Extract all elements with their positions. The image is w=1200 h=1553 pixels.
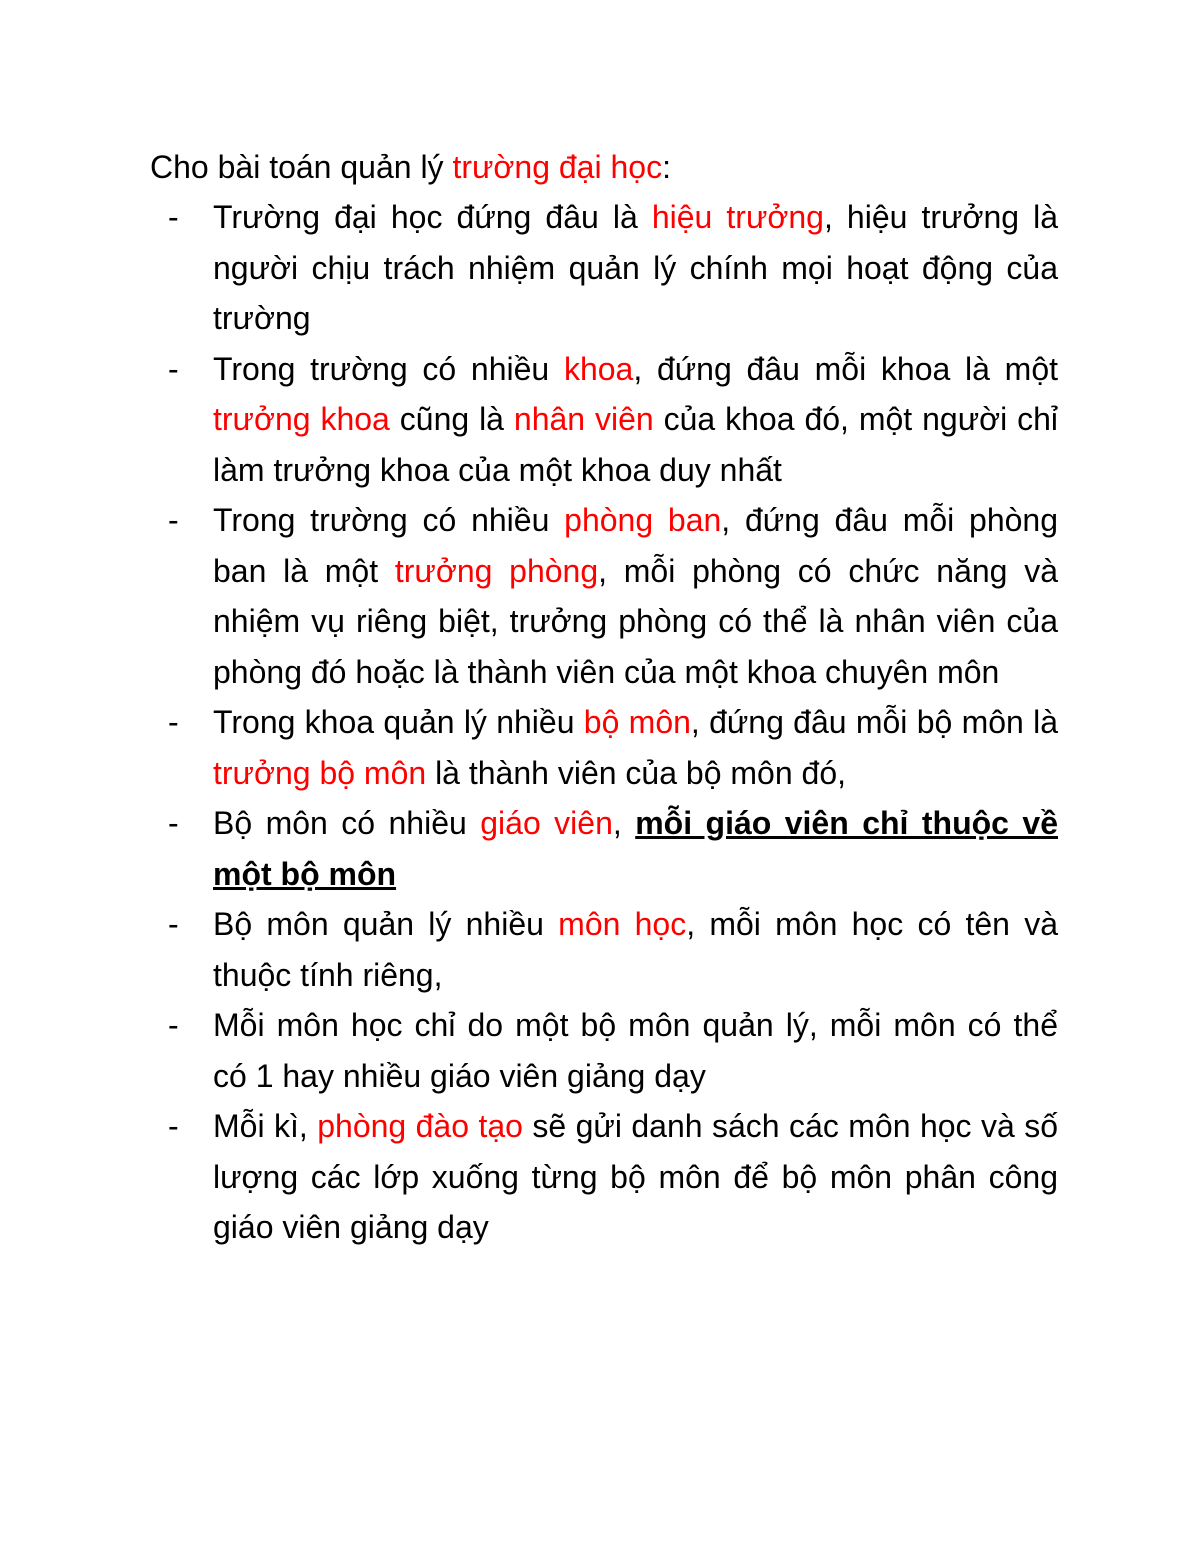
- item-text: Mỗi môn học chỉ do một bộ môn quản lý, mỗi môn có thể có 1 hay nhiều giáo viên giảng dạy: [213, 1007, 1058, 1094]
- list-item: [168, 192, 1058, 344]
- list-item: [168, 1101, 1058, 1253]
- highlighted-term: bộ môn: [583, 704, 691, 740]
- highlighted-term: trưởng khoa: [213, 401, 390, 437]
- item-text: , đứng đâu mỗi khoa là một: [633, 350, 1058, 387]
- bullet-dash: -: [168, 502, 179, 538]
- item-text: , đứng đâu mỗi bộ môn là: [690, 704, 1059, 740]
- list-item: [168, 697, 1058, 798]
- highlighted-term: phòng ban: [564, 502, 722, 538]
- highlighted-term: giáo viên: [480, 805, 613, 841]
- intro-suffix: :: [662, 149, 671, 185]
- item-text: , mỗi phòng có chức năng và nhiệm vụ riêng biệt, trưởng phòng có thể là nhân viên của phòng đó hoặc là thành viên của một khoa chuyên môn: [213, 552, 1059, 690]
- bullet-dash: -: [168, 906, 179, 942]
- emphasized-text: mỗi giáo viên chỉ thuộc về một bộ môn: [213, 805, 1059, 892]
- item-text: cũng là: [389, 401, 514, 437]
- bullet-dash: -: [168, 350, 179, 387]
- highlighted-term: trưởng bộ môn: [213, 754, 427, 791]
- list-item: [168, 344, 1058, 496]
- highlighted-term: hiệu trưởng: [651, 199, 824, 235]
- item-text: Mỗi kì,: [213, 1108, 318, 1144]
- item-text: , đứng đâu mỗi phòng ban là một: [213, 502, 1059, 589]
- item-text: Bộ môn quản lý nhiều: [213, 906, 559, 942]
- list-item: [168, 1000, 1058, 1101]
- item-text: Trường đại học đứng đâu là: [213, 199, 652, 235]
- highlighted-term: phòng đào tạo: [317, 1108, 523, 1144]
- item-text: là thành viên của bộ môn đó,: [426, 754, 847, 791]
- requirements-list: [168, 192, 1058, 1253]
- highlighted-term: môn học: [558, 906, 687, 942]
- item-text: của khoa đó, một người chỉ làm trưởng khoa của một khoa duy nhất: [213, 401, 1059, 488]
- bullet-dash: -: [168, 704, 179, 740]
- highlighted-term: khoa: [563, 350, 634, 387]
- intro-prefix: Cho bài toán quản lý: [150, 149, 453, 185]
- list-item: [168, 899, 1058, 1000]
- highlighted-term: trưởng phòng: [394, 552, 599, 589]
- item-text: ,: [612, 805, 636, 841]
- bullet-dash: -: [168, 1007, 179, 1043]
- list-item: [168, 798, 1058, 899]
- highlighted-term: nhân viên: [513, 401, 654, 437]
- item-text: Trong trường có nhiều: [213, 502, 565, 538]
- item-text: Trong trường có nhiều: [213, 350, 564, 387]
- item-text: Trong khoa quản lý nhiều: [213, 704, 584, 740]
- intro-highlight: trường đại học: [452, 149, 663, 185]
- intro-line: [150, 142, 671, 192]
- item-text: , mỗi môn học có tên và thuộc tính riêng,: [213, 906, 1059, 993]
- bullet-dash: -: [168, 199, 179, 235]
- item-text: Bộ môn có nhiều: [213, 805, 481, 841]
- item-text: sẽ gửi danh sách các môn học và số lượng các lớp xuống từng bộ môn để bộ môn phân công giáo viên giảng dạy: [213, 1108, 1059, 1245]
- bullet-dash: -: [168, 805, 179, 841]
- list-item: [168, 495, 1058, 697]
- bullet-dash: -: [168, 1108, 179, 1144]
- item-text: , hiệu trưởng là người chịu trách nhiệm quản lý chính mọi hoạt động của trường: [213, 199, 1059, 336]
